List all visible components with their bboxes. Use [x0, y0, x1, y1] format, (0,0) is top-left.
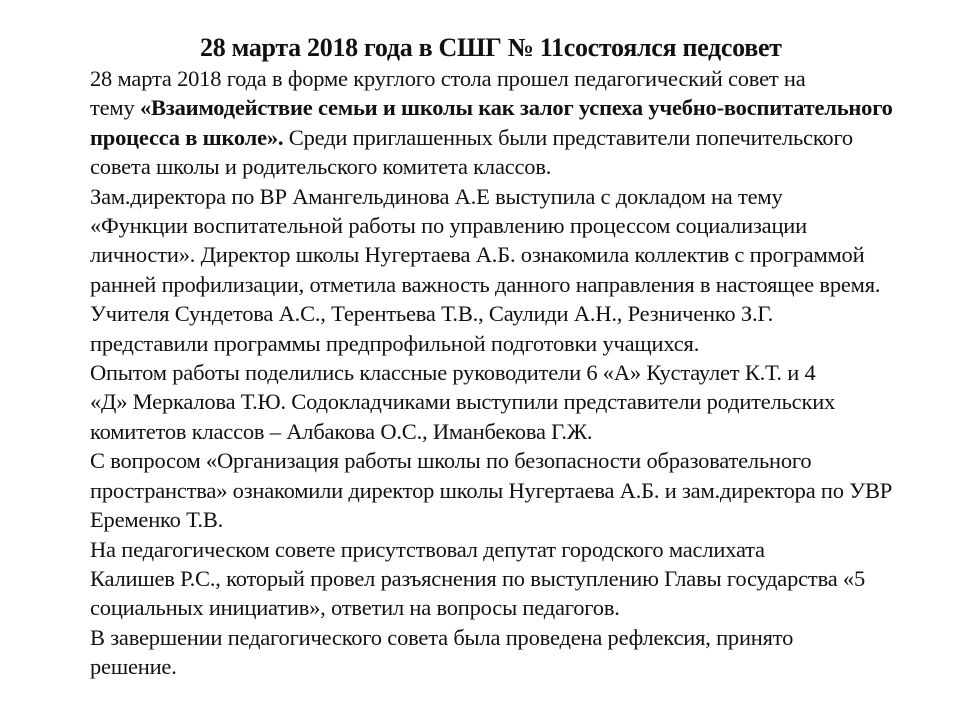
- text-segment: Среди приглашенных были представители попечительского: [283, 124, 853, 150]
- text-segment: «Функции воспитательной работы по управлению процессом социализации: [90, 213, 807, 239]
- text-segment: 28 марта 2018 года в форме круглого стола прошел педагогический совет на: [90, 66, 806, 91]
- text-line: [48, 623, 928, 652]
- text-line: [48, 270, 928, 299]
- paragraph: [48, 358, 928, 446]
- text-line: [48, 93, 928, 122]
- text-line: [48, 417, 928, 446]
- text-segment: тему: [90, 95, 140, 121]
- text-line: [48, 64, 928, 93]
- text-line: [48, 299, 928, 328]
- text-line: [48, 564, 928, 593]
- paragraph: [48, 535, 928, 623]
- text-line: [48, 152, 928, 181]
- text-segment: Зам.директора по ВР Амангельдинова А.Е выступила с докладом на тему: [90, 183, 783, 209]
- text-line: [48, 505, 928, 534]
- text-line: [48, 446, 928, 475]
- text-line: [48, 593, 928, 622]
- text-line: [48, 182, 928, 211]
- text-segment: комитетов классов – Албакова О.С., Иманбекова Г.Ж.: [90, 418, 593, 444]
- text-segment: представили программы предпрофильной подготовки учащихся.: [90, 330, 700, 356]
- text-segment: В завершении педагогического совета была проведена рефлексия, принято: [90, 624, 794, 650]
- text-segment: Еременко Т.В.: [90, 507, 224, 533]
- text-line: [48, 358, 928, 387]
- text-segment: личности». Директор школы Нугертаева А.Б. ознакомила коллектив с программой: [90, 242, 865, 268]
- text-segment: совета школы и родительского комитета классов.: [90, 154, 552, 180]
- document-title: 28 марта 2018 года в СШГ № 11состоялся педсовет: [200, 33, 782, 62]
- bold-text-segment: процесса в школе».: [90, 124, 284, 150]
- text-segment: «Д» Меркалова Т.Ю. Содокладчиками выступили представители родительских: [90, 389, 836, 415]
- text-line: [48, 123, 928, 152]
- text-line: [48, 652, 928, 681]
- text-line: [48, 476, 928, 505]
- text-line: [48, 240, 928, 269]
- document-body: [48, 64, 928, 682]
- text-segment: социальных инициатив», ответил на вопросы педагогов.: [90, 595, 620, 621]
- text-line: [48, 387, 928, 416]
- text-segment: Опытом работы поделились классные руководители 6 «А» Кустаулет К.Т. и 4: [90, 360, 816, 386]
- text-segment: С вопросом «Организация работы школы по безопасности образовательного: [90, 448, 812, 474]
- text-segment: решение.: [90, 654, 177, 680]
- text-line: [48, 535, 928, 564]
- text-segment: Калишев Р.С., который провел разъяснения по выступлению Главы государства «5: [90, 565, 866, 591]
- bold-text-segment: «Взаимодействие семьи и школы как залог успеха учебно-воспитательного: [139, 95, 893, 121]
- paragraph: [48, 182, 928, 358]
- text-line: [48, 329, 928, 358]
- text-segment: ранней профилизации, отметила важность данного направления в настоящее время.: [90, 271, 881, 297]
- paragraph: [48, 623, 928, 682]
- text-line: [48, 211, 928, 240]
- paragraph: [48, 446, 928, 534]
- text-segment: Учителя Сундетова А.С., Терентьева Т.В., Саулиди А.Н., Резниченко З.Г.: [90, 301, 774, 327]
- paragraph: [48, 64, 928, 182]
- text-segment: пространства» ознакомили директор школы Нугертаева А.Б. и зам.директора по УВР: [90, 477, 893, 503]
- text-segment: На педагогическом совете присутствовал депутат городского маслихата: [90, 536, 765, 562]
